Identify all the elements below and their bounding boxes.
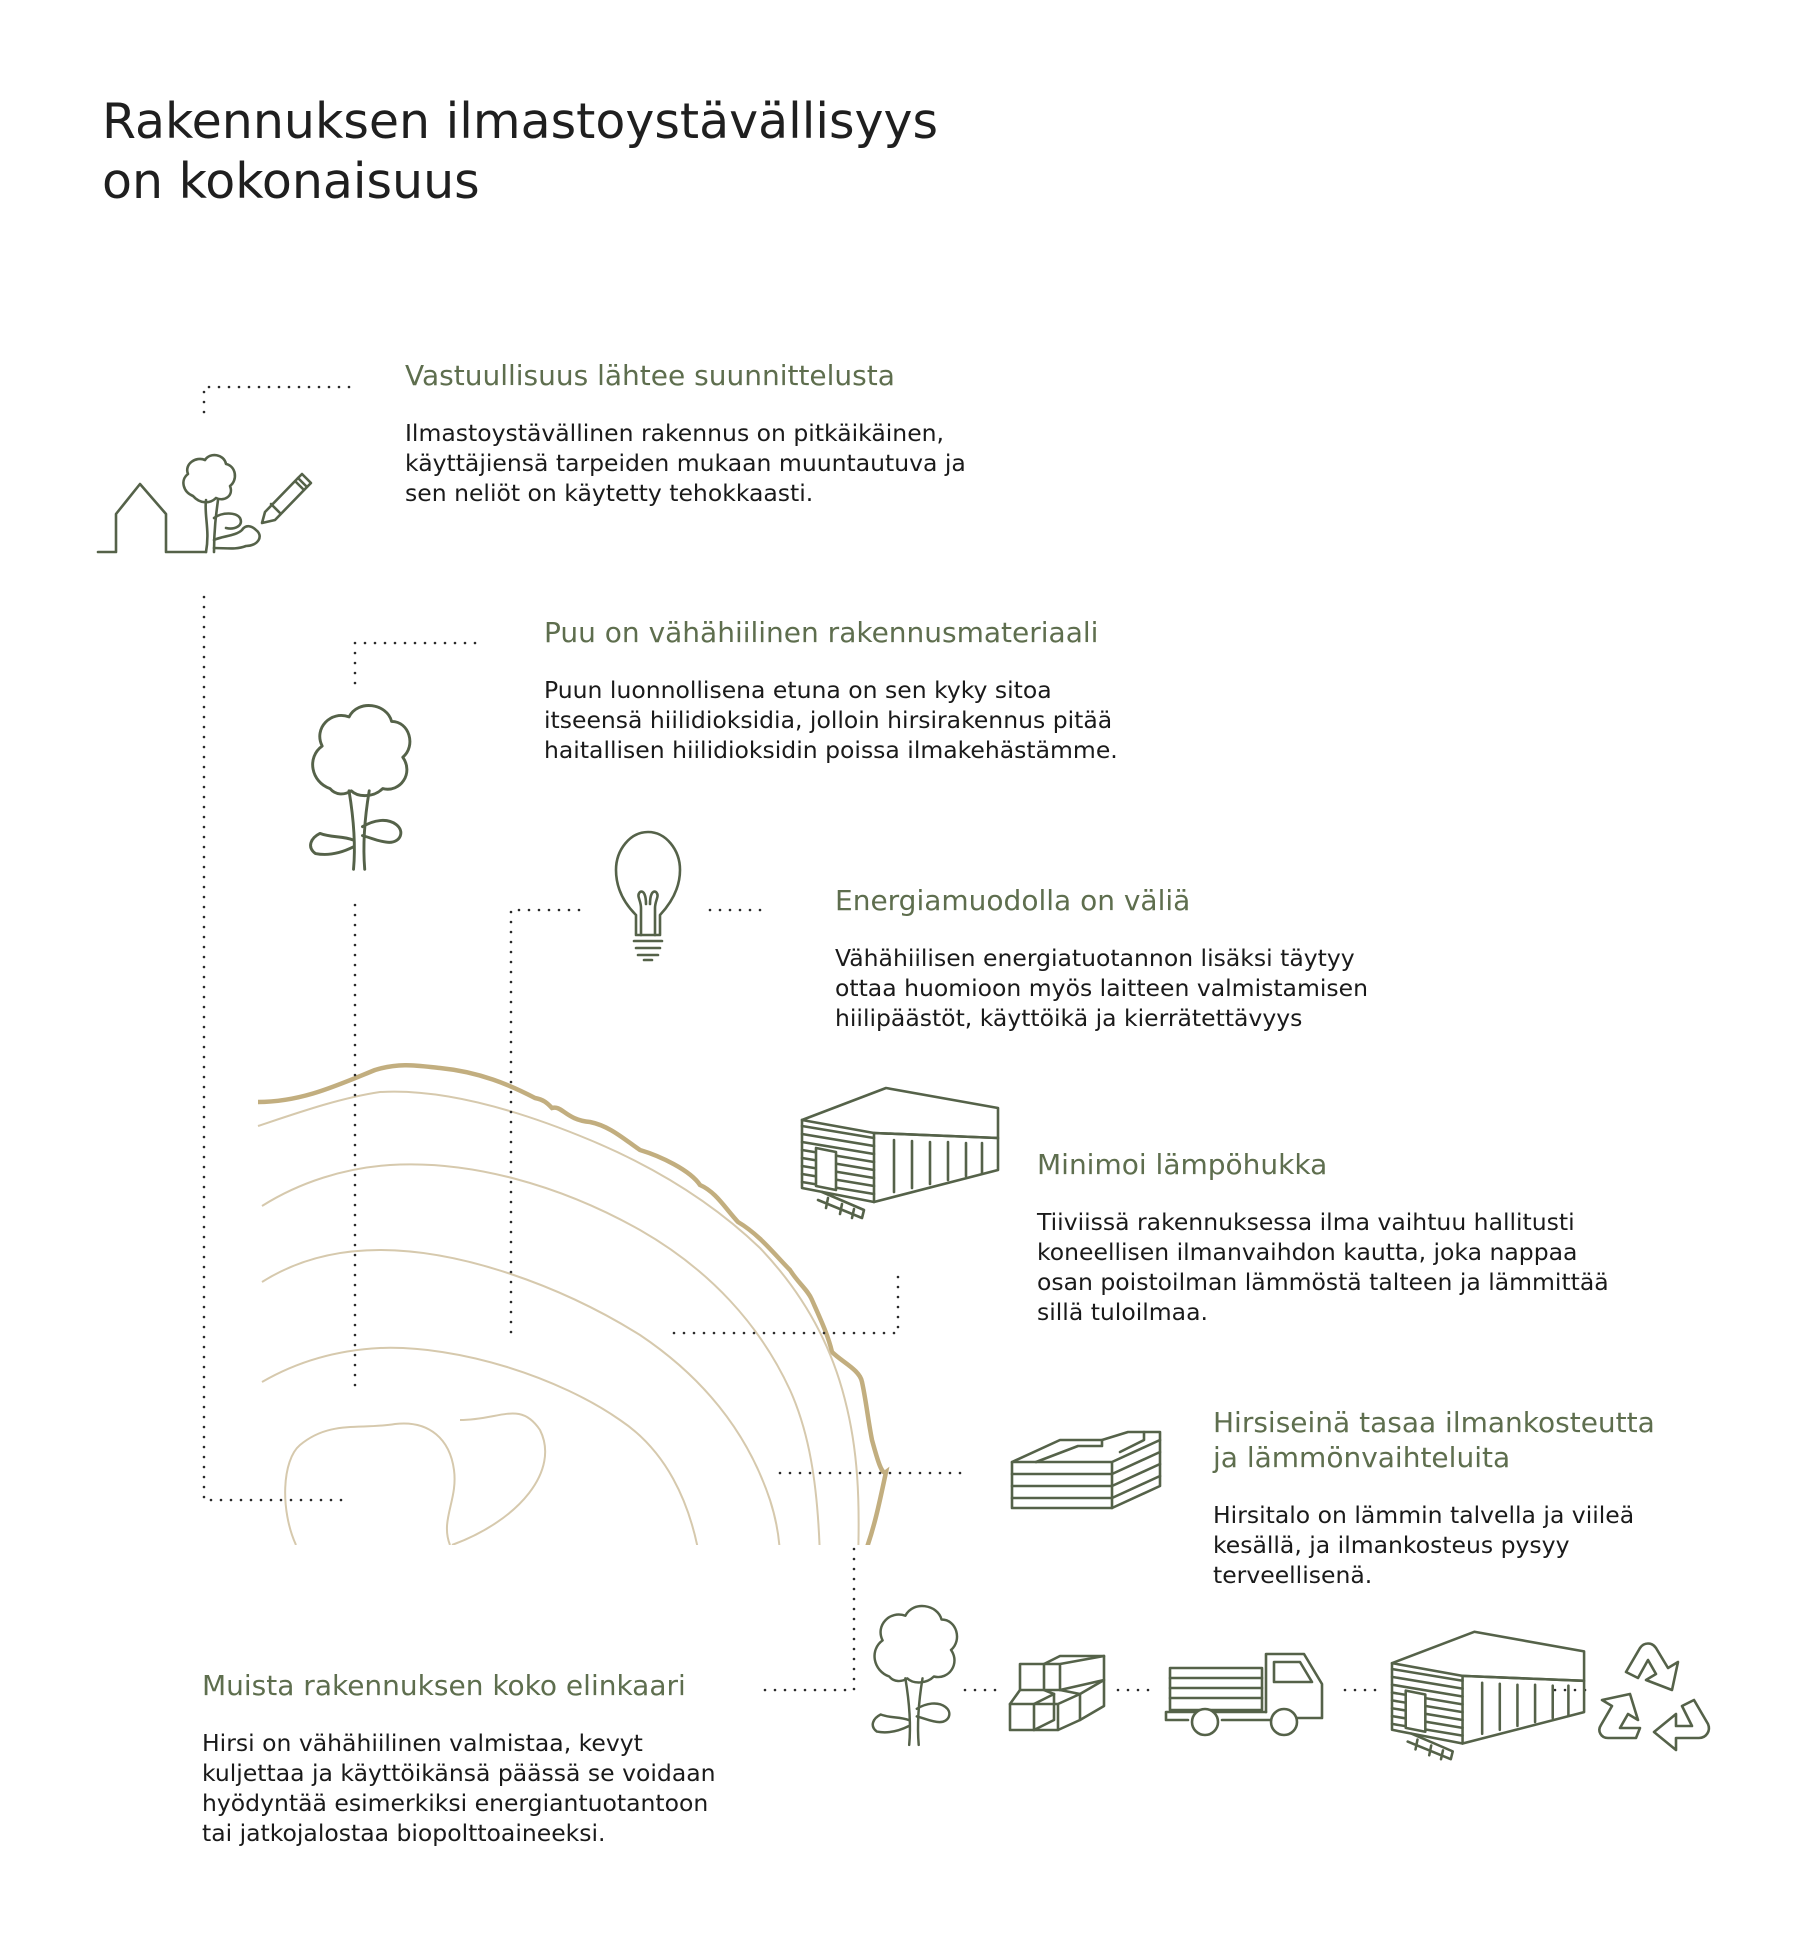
section-heading (544, 615, 1118, 650)
tree-ring (262, 1250, 780, 1560)
timber-truck-icon (1166, 1654, 1322, 1735)
section-body-line: Puun luonnollisena etuna on sen kyky sitoa (544, 676, 1052, 704)
tree-ring (262, 1164, 820, 1560)
section-body-line: tai jatkojalostaa biopolttoaineeksi. (202, 1819, 606, 1847)
timber-stack-icon (1010, 1656, 1104, 1730)
section-heading-line: Hirsiseinä tasaa ilmankosteutta (1213, 1406, 1655, 1439)
section-body (1213, 1500, 1655, 1590)
tree-ring (258, 1092, 859, 1560)
section-heading-line: Energiamuodolla on väliä (835, 884, 1191, 917)
section-heading (405, 358, 966, 393)
section-log-wall (1213, 1405, 1655, 1590)
section-design (405, 358, 966, 508)
section-body (544, 675, 1118, 765)
page-title-line-1: Rakennuksen ilmastoystävällisyys (102, 93, 939, 150)
lightbulb-icon (616, 832, 680, 960)
tree-rings (258, 1065, 886, 1560)
lifecycle-icons (873, 1606, 1709, 1759)
section-heading (202, 1668, 716, 1703)
section-heading (835, 883, 1368, 918)
recycle-icon (1599, 1644, 1708, 1751)
tree-icon (311, 706, 410, 870)
section-body (405, 418, 966, 508)
connector-energy-left (511, 910, 585, 1332)
section-heading-line: Puu on vähähiilinen rakennusmateriaali (544, 616, 1099, 649)
section-body-line: käyttäjiensä tarpeiden mukaan muuntautuva ja (405, 449, 966, 477)
section-body-line: Hirsitalo on lämmin talvella ja viileä (1213, 1501, 1635, 1529)
section-body-line: sen neliöt on käytetty tehokkaasti. (405, 479, 814, 507)
section-lifecycle (202, 1668, 716, 1848)
section-body (1037, 1207, 1609, 1327)
section-body-line: osan poistoilman lämmöstä talteen ja lämmittää (1037, 1268, 1609, 1296)
section-body-line: Hirsi on vähähiilinen valmistaa, kevyt (202, 1729, 643, 1757)
section-heading (1037, 1147, 1609, 1182)
connector-heat (674, 1272, 898, 1333)
section-body-line: sillä tuloilmaa. (1037, 1298, 1208, 1326)
connector-wood-top (355, 643, 482, 683)
log-wall-icon (1012, 1432, 1160, 1508)
connector-design-top (204, 387, 352, 412)
connector-lifecycle (756, 1549, 854, 1690)
lifecycle-tree-icon (873, 1606, 957, 1745)
tree-ring-core-2 (452, 1413, 545, 1545)
section-heading (1213, 1405, 1655, 1475)
section-body-line: terveellisenä. (1213, 1561, 1373, 1589)
section-body (202, 1728, 716, 1848)
section-heading-line: Minimoi lämpöhukka (1037, 1148, 1328, 1181)
section-body-line: Ilmastoystävällinen rakennus on pitkäikäinen, (405, 419, 945, 447)
section-energy (835, 883, 1368, 1033)
section-body-line: itseensä hiilidioksidia, jolloin hirsirakennus pitää (544, 706, 1113, 734)
section-body (835, 943, 1368, 1033)
section-heading-line: ja lämmönvaihteluita (1213, 1441, 1511, 1474)
section-body-line: hiilipäästöt, käyttöikä ja kierrätettävyys (835, 1004, 1303, 1032)
tree-ring-outer-bark (258, 1065, 886, 1550)
section-heat-loss (1037, 1147, 1609, 1327)
section-body-line: kesällä, ja ilmankosteus pysyy (1213, 1531, 1570, 1559)
tree-ring (262, 1348, 700, 1560)
section-body-line: haitallisen hiilidioksidin poissa ilmakehästämme. (544, 736, 1118, 764)
section-body-line: koneellisen ilmanvaihdon kautta, joka nappaa (1037, 1238, 1578, 1266)
house-tree-pencil-icon (98, 455, 311, 552)
log-house-icon (802, 1088, 998, 1218)
section-wood (544, 615, 1118, 765)
page-title-line-2: on kokonaisuus (102, 153, 480, 210)
lifecycle-log-house-icon (1392, 1632, 1584, 1759)
section-body-line: Vähähiilisen energiatuotannon lisäksi täytyy (835, 944, 1355, 972)
section-body-line: hyödyntää esimerkiksi energiantuotantoon (202, 1789, 709, 1817)
section-body-line: kuljettaa ja käyttöikänsä päässä se voidaan (202, 1759, 716, 1787)
tree-ring-core (285, 1423, 454, 1545)
section-heading-line: Vastuullisuus lähtee suunnittelusta (405, 359, 895, 392)
section-heading-line: Muista rakennuksen koko elinkaari (202, 1669, 686, 1702)
section-body-line: Tiiviissä rakennuksessa ilma vaihtuu hallitusti (1037, 1208, 1575, 1236)
section-body-line: ottaa huomioon myös laitteen valmistamisen (835, 974, 1368, 1002)
